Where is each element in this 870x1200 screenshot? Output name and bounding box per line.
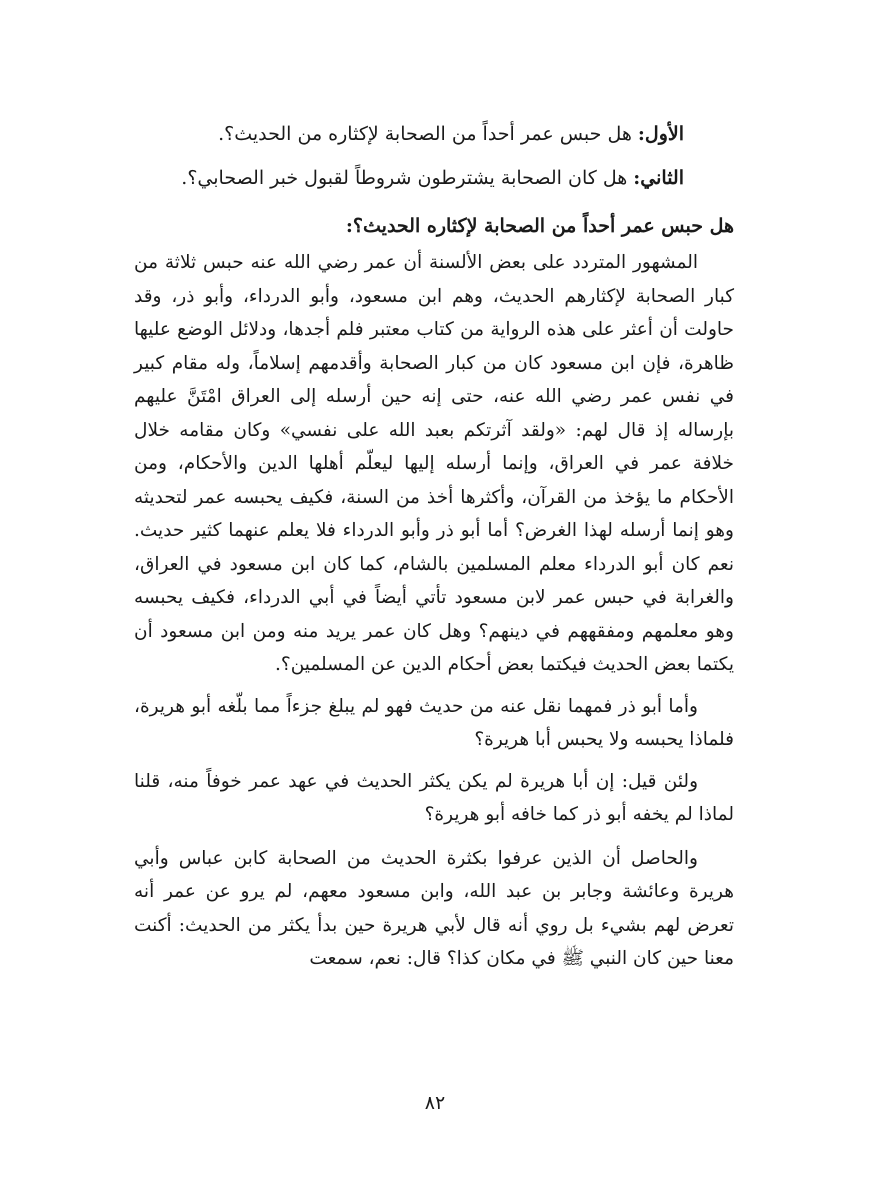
- page-body: [134, 112, 734, 984]
- paragraph: ولئن قيل: إن أبا هريرة لم يكن يكثر الحديث في عهد عمر خوفاً منه، قلنا لماذا لم يخفه أبو ذر كما خافه أبو هريرة؟: [134, 770, 734, 825]
- question-label: الأول:: [637, 123, 684, 145]
- page-number: ٨٢: [424, 1092, 446, 1114]
- question-second: [134, 156, 734, 200]
- section-heading: هل حبس عمر أحداً من الصحابة لإكثاره الحديث؟:: [345, 215, 734, 237]
- paragraph: وأما أبو ذر فمهما نقل عنه من حديث فهو لم يبلغ جزءاً مما بلّغه أبو هريرة، فلماذا يحبسه ولا يحبس أبا هريرة؟: [134, 695, 734, 750]
- paragraph: والحاصل أن الذين عرفوا بكثرة الحديث من الصحابة كابن عباس وأبي هريرة وعائشة وجابر بن عبد الله، وابن مسعود معهم، لم يرو عن عمر أنه تعرض لهم بشيء بل روي أنه قال لأبي هريرة حين بدأ يكثر من الحديث: أكنت معنا حين كان النبي ﷺ في مكان كذا؟ قال: نعم، سمعت: [134, 847, 734, 969]
- question-text: هل حبس عمر أحداً من الصحابة لإكثاره من الحديث؟.: [218, 123, 638, 145]
- question-label: الثاني:: [633, 167, 684, 189]
- paragraph: المشهور المتردد على بعض الألسنة أن عمر رضي الله عنه حبس ثلاثة من كبار الصحابة لإكثارهم الحديث، وهم ابن مسعود، وأبو الدرداء، وأبو ذر، وقد حاولت أن أعثر على هذه الرواية من كتاب معتبر فلم أجدها، ودلائل الوضع عليها ظاهرة، فإن ابن مسعود كان من كبار الصحابة وأقدمهم إسلاماً، وله مقام كبير في نفس عمر رضي الله عنه، حتى إنه حين أرسله إلى العراق امْتَنَّ عليهم بإرساله إذ قال لهم: «ولقد آثرتكم بعبد الله على نفسي» وكان مقامه خلال خلافة عمر في العراق، وإنما أرسله إليها ليعلّم أهلها الدين والأحكام، ومن الأحكام ما يؤخذ من القرآن، وأكثرها أخذ من السنة، فكيف يحبسه عمر لتحديثه وهو إنما أرسله لهذا الغرض؟ أما أبو ذر وأبو الدرداء فلا يعلم عنهما كثير حديث. نعم كان أبو الدرداء معلم المسلمين بالشام، كما كان ابن مسعود في العراق، والغرابة في حبس عمر لابن مسعود تأتي أيضاً في أبي الدرداء، فكيف يحبسه وهو معلمهم ومفقههم في دينهم؟ وهل كان عمر يريد منه ومن ابن مسعود أن يكتما بعض الحديث فيكتما بعض أحكام الدين عن المسلمين؟.: [134, 252, 734, 675]
- question-text: هل كان الصحابة يشترطون شروطاً لقبول خبر الصحابي؟.: [181, 167, 634, 189]
- question-first: [134, 112, 734, 156]
